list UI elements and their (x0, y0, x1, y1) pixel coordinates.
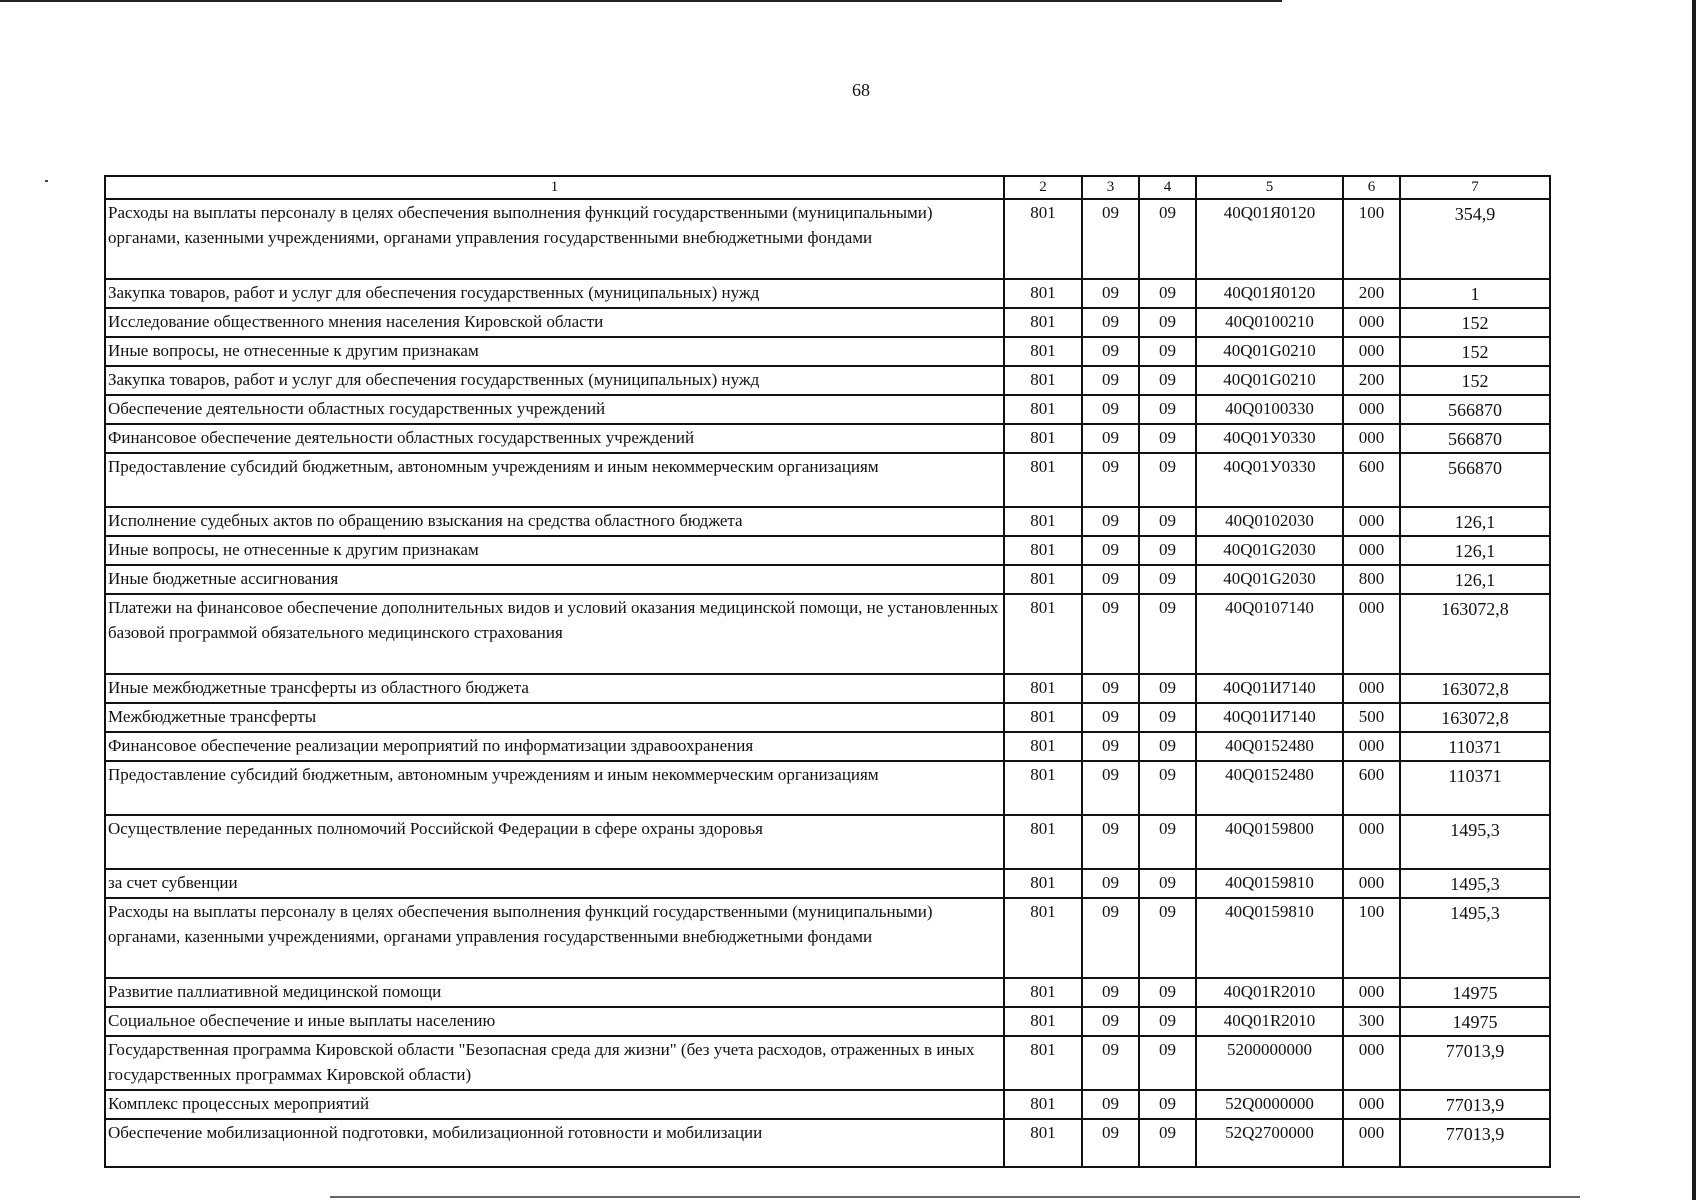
row-col-4: 09 (1139, 453, 1196, 507)
table-row (105, 898, 1550, 978)
row-name: Исполнение судебных актов по обращению взыскания на средства областного бюджета (105, 507, 1004, 536)
table-row (105, 815, 1550, 869)
row-col-5: 40Q01У0330 (1196, 453, 1343, 507)
row-col-6: 200 (1343, 366, 1400, 395)
row-col-5: 40Q01И7140 (1196, 703, 1343, 732)
header-row (105, 176, 1550, 199)
table-row (105, 395, 1550, 424)
row-amount: 110371 (1400, 761, 1550, 815)
table-row (105, 869, 1550, 898)
row-col-3: 09 (1082, 453, 1139, 507)
row-col-2: 801 (1004, 395, 1082, 424)
row-col-3: 09 (1082, 674, 1139, 703)
row-name: Осуществление переданных полномочий Российской Федерации в сфере охраны здоровья (105, 815, 1004, 869)
row-col-6: 100 (1343, 199, 1400, 279)
row-amount: 1495,3 (1400, 898, 1550, 978)
row-col-6: 000 (1343, 674, 1400, 703)
row-col-2: 801 (1004, 594, 1082, 674)
row-col-2: 801 (1004, 453, 1082, 507)
header-col-6: 6 (1343, 176, 1400, 199)
table-row (105, 199, 1550, 279)
row-col-5: 40Q01G2030 (1196, 565, 1343, 594)
row-col-4: 09 (1139, 815, 1196, 869)
row-col-3: 09 (1082, 366, 1139, 395)
row-col-6: 000 (1343, 395, 1400, 424)
row-col-4: 09 (1139, 1119, 1196, 1167)
row-col-6: 300 (1343, 1007, 1400, 1036)
row-name: Финансовое обеспечение деятельности областных государственных учреждений (105, 424, 1004, 453)
row-col-2: 801 (1004, 703, 1082, 732)
row-col-6: 000 (1343, 594, 1400, 674)
table-row (105, 1090, 1550, 1119)
row-name: Закупка товаров, работ и услуг для обеспечения государственных (муниципальных) нужд (105, 279, 1004, 308)
page-number: 68 (852, 80, 870, 100)
row-col-3: 09 (1082, 594, 1139, 674)
table-row (105, 732, 1550, 761)
row-col-5: 40Q01R2010 (1196, 1007, 1343, 1036)
header-col-1: 1 (105, 176, 1004, 199)
table-row (105, 703, 1550, 732)
scan-edge-top-gap (1282, 0, 1696, 3)
scan-edge-right (1692, 0, 1696, 1200)
row-col-3: 09 (1082, 507, 1139, 536)
row-name: Иные бюджетные ассигнования (105, 565, 1004, 594)
row-col-4: 09 (1139, 1090, 1196, 1119)
row-amount: 566870 (1400, 395, 1550, 424)
row-col-3: 09 (1082, 279, 1139, 308)
header-col-3: 3 (1082, 176, 1139, 199)
row-col-3: 09 (1082, 703, 1139, 732)
row-name: за счет субвенции (105, 869, 1004, 898)
row-amount: 152 (1400, 337, 1550, 366)
row-col-6: 000 (1343, 1036, 1400, 1090)
row-col-4: 09 (1139, 761, 1196, 815)
row-name: Предоставление субсидий бюджетным, автономным учреждениям и иным некоммерческим организациям (105, 761, 1004, 815)
row-col-3: 09 (1082, 1007, 1139, 1036)
row-name: Межбюджетные трансферты (105, 703, 1004, 732)
row-col-4: 09 (1139, 366, 1196, 395)
row-col-2: 801 (1004, 815, 1082, 869)
row-name: Комплекс процессных мероприятий (105, 1090, 1004, 1119)
row-col-4: 09 (1139, 565, 1196, 594)
row-col-2: 801 (1004, 1007, 1082, 1036)
header-col-5: 5 (1196, 176, 1343, 199)
row-col-4: 09 (1139, 199, 1196, 279)
row-name: Иные межбюджетные трансферты из областного бюджета (105, 674, 1004, 703)
row-name: Развитие паллиативной медицинской помощи (105, 978, 1004, 1007)
row-col-3: 09 (1082, 869, 1139, 898)
table-row (105, 565, 1550, 594)
row-col-3: 09 (1082, 536, 1139, 565)
row-col-3: 09 (1082, 337, 1139, 366)
scan-edge-bottom (330, 1196, 1580, 1198)
row-col-2: 801 (1004, 732, 1082, 761)
row-amount: 14975 (1400, 978, 1550, 1007)
row-amount: 126,1 (1400, 536, 1550, 565)
row-col-2: 801 (1004, 308, 1082, 337)
row-name: Расходы на выплаты персоналу в целях обеспечения выполнения функций государственными (муниципальными) органами, казенными учреждениями, органами управления государственными внебюджетными фондами (105, 898, 1004, 978)
row-col-4: 09 (1139, 424, 1196, 453)
row-col-5: 5200000000 (1196, 1036, 1343, 1090)
row-col-5: 40Q0159810 (1196, 898, 1343, 978)
row-col-3: 09 (1082, 1119, 1139, 1167)
row-amount: 163072,8 (1400, 594, 1550, 674)
table-row (105, 1036, 1550, 1090)
row-amount: 77013,9 (1400, 1090, 1550, 1119)
table-row (105, 761, 1550, 815)
row-col-3: 09 (1082, 761, 1139, 815)
row-amount: 566870 (1400, 453, 1550, 507)
row-col-6: 000 (1343, 1119, 1400, 1167)
row-col-2: 801 (1004, 1090, 1082, 1119)
row-amount: 110371 (1400, 732, 1550, 761)
header-col-4: 4 (1139, 176, 1196, 199)
row-amount: 126,1 (1400, 565, 1550, 594)
row-col-3: 09 (1082, 308, 1139, 337)
row-col-2: 801 (1004, 898, 1082, 978)
table-row (105, 674, 1550, 703)
row-col-2: 801 (1004, 366, 1082, 395)
row-name: Расходы на выплаты персоналу в целях обеспечения выполнения функций государственными (муниципальными) органами, казенными учреждениями, органами управления государственными внебюджетными фондами (105, 199, 1004, 279)
row-name: Государственная программа Кировской области "Безопасная среда для жизни" (без учета расходов, отраженных в иных государственных программах Кировской области) (105, 1036, 1004, 1090)
row-col-4: 09 (1139, 308, 1196, 337)
row-amount: 77013,9 (1400, 1119, 1550, 1167)
row-col-4: 09 (1139, 395, 1196, 424)
table-row (105, 337, 1550, 366)
row-col-2: 801 (1004, 279, 1082, 308)
row-col-2: 801 (1004, 507, 1082, 536)
table-row (105, 453, 1550, 507)
table-row (105, 594, 1550, 674)
row-col-3: 09 (1082, 565, 1139, 594)
row-col-5: 40Q0102030 (1196, 507, 1343, 536)
table-row (105, 279, 1550, 308)
row-col-3: 09 (1082, 732, 1139, 761)
row-name: Иные вопросы, не отнесенные к другим признакам (105, 337, 1004, 366)
row-col-4: 09 (1139, 674, 1196, 703)
row-col-6: 000 (1343, 978, 1400, 1007)
row-col-5: 40Q01И7140 (1196, 674, 1343, 703)
table-row (105, 507, 1550, 536)
row-amount: 1495,3 (1400, 869, 1550, 898)
header-col-7: 7 (1400, 176, 1550, 199)
row-col-6: 000 (1343, 536, 1400, 565)
row-col-2: 801 (1004, 1036, 1082, 1090)
row-col-5: 40Q0152480 (1196, 761, 1343, 815)
row-col-3: 09 (1082, 1090, 1139, 1119)
row-col-5: 40Q01Я0120 (1196, 199, 1343, 279)
row-col-5: 40Q0100210 (1196, 308, 1343, 337)
row-col-5: 40Q01G0210 (1196, 337, 1343, 366)
row-name: Обеспечение мобилизационной подготовки, мобилизационной готовности и мобилизации (105, 1119, 1004, 1167)
row-col-2: 801 (1004, 674, 1082, 703)
row-col-6: 800 (1343, 565, 1400, 594)
row-col-4: 09 (1139, 279, 1196, 308)
row-col-4: 09 (1139, 898, 1196, 978)
row-col-4: 09 (1139, 978, 1196, 1007)
row-amount: 152 (1400, 308, 1550, 337)
row-col-5: 40Q0159800 (1196, 815, 1343, 869)
row-col-3: 09 (1082, 199, 1139, 279)
row-col-4: 09 (1139, 1007, 1196, 1036)
row-col-4: 09 (1139, 507, 1196, 536)
row-col-2: 801 (1004, 761, 1082, 815)
row-col-6: 500 (1343, 703, 1400, 732)
row-col-6: 100 (1343, 898, 1400, 978)
row-col-5: 52Q0000000 (1196, 1090, 1343, 1119)
row-amount: 163072,8 (1400, 703, 1550, 732)
row-name: Обеспечение деятельности областных государственных учреждений (105, 395, 1004, 424)
row-col-5: 40Q01У0330 (1196, 424, 1343, 453)
row-col-3: 09 (1082, 815, 1139, 869)
row-col-6: 000 (1343, 1090, 1400, 1119)
row-col-3: 09 (1082, 395, 1139, 424)
row-name: Закупка товаров, работ и услуг для обеспечения государственных (муниципальных) нужд (105, 366, 1004, 395)
row-col-4: 09 (1139, 1036, 1196, 1090)
row-col-6: 000 (1343, 507, 1400, 536)
row-col-6: 200 (1343, 279, 1400, 308)
row-col-2: 801 (1004, 424, 1082, 453)
row-name: Платежи на финансовое обеспечение дополнительных видов и условий оказания медицинской помощи, не установленных базовой программой обязательного медицинского страхования (105, 594, 1004, 674)
row-col-4: 09 (1139, 536, 1196, 565)
row-col-5: 40Q01G2030 (1196, 536, 1343, 565)
row-amount: 163072,8 (1400, 674, 1550, 703)
row-col-4: 09 (1139, 869, 1196, 898)
row-col-2: 801 (1004, 978, 1082, 1007)
row-amount: 566870 (1400, 424, 1550, 453)
row-col-5: 52Q2700000 (1196, 1119, 1343, 1167)
table-row (105, 978, 1550, 1007)
row-col-6: 600 (1343, 453, 1400, 507)
table-row (105, 1119, 1550, 1167)
row-col-5: 40Q01Я0120 (1196, 279, 1343, 308)
row-col-6: 000 (1343, 424, 1400, 453)
row-col-2: 801 (1004, 1119, 1082, 1167)
row-amount: 126,1 (1400, 507, 1550, 536)
row-name: Иные вопросы, не отнесенные к другим признакам (105, 536, 1004, 565)
table-row (105, 308, 1550, 337)
row-col-6: 000 (1343, 308, 1400, 337)
row-amount: 354,9 (1400, 199, 1550, 279)
table-row (105, 424, 1550, 453)
row-name: Финансовое обеспечение реализации мероприятий по информатизации здравоохранения (105, 732, 1004, 761)
row-col-5: 40Q0100330 (1196, 395, 1343, 424)
table-row (105, 366, 1550, 395)
row-col-6: 000 (1343, 869, 1400, 898)
row-col-3: 09 (1082, 424, 1139, 453)
row-col-3: 09 (1082, 1036, 1139, 1090)
row-col-5: 40Q0152480 (1196, 732, 1343, 761)
row-col-6: 000 (1343, 815, 1400, 869)
row-col-5: 40Q0159810 (1196, 869, 1343, 898)
row-col-5: 40Q01G0210 (1196, 366, 1343, 395)
table-row (105, 1007, 1550, 1036)
row-col-4: 09 (1139, 732, 1196, 761)
row-col-2: 801 (1004, 565, 1082, 594)
table-row (105, 536, 1550, 565)
header-col-2: 2 (1004, 176, 1082, 199)
row-col-2: 801 (1004, 199, 1082, 279)
row-col-3: 09 (1082, 978, 1139, 1007)
row-col-4: 09 (1139, 703, 1196, 732)
row-col-2: 801 (1004, 869, 1082, 898)
row-col-6: 000 (1343, 337, 1400, 366)
row-amount: 14975 (1400, 1007, 1550, 1036)
row-amount: 77013,9 (1400, 1036, 1550, 1090)
row-col-5: 40Q01R2010 (1196, 978, 1343, 1007)
budget-table (104, 175, 1551, 1168)
row-col-2: 801 (1004, 536, 1082, 565)
row-col-3: 09 (1082, 898, 1139, 978)
row-name: Исследование общественного мнения населения Кировской области (105, 308, 1004, 337)
row-name: Предоставление субсидий бюджетным, автономным учреждениям и иным некоммерческим организациям (105, 453, 1004, 507)
row-amount: 152 (1400, 366, 1550, 395)
row-col-5: 40Q0107140 (1196, 594, 1343, 674)
row-col-4: 09 (1139, 594, 1196, 674)
row-col-6: 600 (1343, 761, 1400, 815)
row-amount: 1 (1400, 279, 1550, 308)
row-name: Социальное обеспечение и иные выплаты населению (105, 1007, 1004, 1036)
scan-speck (45, 180, 48, 182)
row-amount: 1495,3 (1400, 815, 1550, 869)
row-col-2: 801 (1004, 337, 1082, 366)
row-col-4: 09 (1139, 337, 1196, 366)
row-col-6: 000 (1343, 732, 1400, 761)
